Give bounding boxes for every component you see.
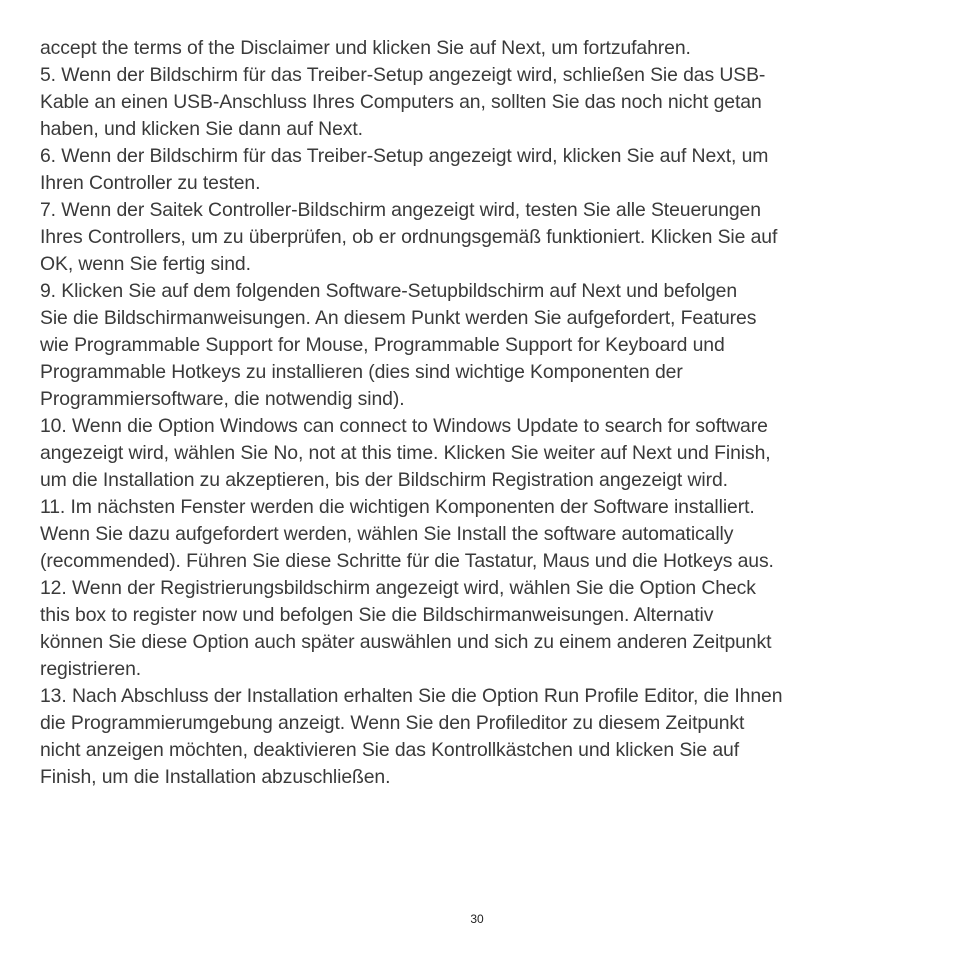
text-line: registrieren. <box>40 658 142 680</box>
text-line: Ihres Controllers, um zu überprüfen, ob er ordnungsgemäß funktioniert. Klicken Sie auf <box>40 226 778 248</box>
text-line: können Sie diese Option auch später auswählen und sich zu einem anderen Zeitpunkt <box>40 631 772 653</box>
text-line: OK, wenn Sie fertig sind. <box>40 253 251 275</box>
text-line: 11. Im nächsten Fenster werden die wichtigen Komponenten der Software installiert. <box>40 496 755 518</box>
text-line: this box to register now und befolgen Sie die Bildschirmanweisungen. Alternativ <box>40 604 714 626</box>
text-line: (recommended). Führen Sie diese Schritte für die Tastatur, Maus und die Hotkeys aus. <box>40 550 774 572</box>
text-line: Ihren Controller zu testen. <box>40 172 261 194</box>
text-line: haben, und klicken Sie dann auf Next. <box>40 118 363 140</box>
text-line: 9. Klicken Sie auf dem folgenden Software-Setupbildschirm auf Next und befolgen <box>40 280 738 302</box>
text-line: Finish, um die Installation abzuschließen. <box>40 766 391 788</box>
text-line: 6. Wenn der Bildschirm für das Treiber-Setup angezeigt wird, klicken Sie auf Next, um <box>40 145 769 167</box>
text-line: Kable an einen USB-Anschluss Ihres Computers an, sollten Sie das noch nicht getan <box>40 91 762 113</box>
text-line: Sie die Bildschirmanweisungen. An diesem Punkt werden Sie aufgefordert, Features <box>40 307 757 329</box>
text-line: Programmiersoftware, die notwendig sind). <box>40 388 405 410</box>
text-line: 7. Wenn der Saitek Controller-Bildschirm angezeigt wird, testen Sie alle Steuerungen <box>40 199 761 221</box>
text-line: 13. Nach Abschluss der Installation erhalten Sie die Option Run Profile Editor, die Ihnen <box>40 685 783 707</box>
text-line: Programmable Hotkeys zu installieren (dies sind wichtige Komponenten der <box>40 361 683 383</box>
text-line: 12. Wenn der Registrierungsbildschirm angezeigt wird, wählen Sie die Option Check <box>40 577 756 599</box>
text-line: um die Installation zu akzeptieren, bis der Bildschirm Registration angezeigt wird. <box>40 469 728 491</box>
text-line: 5. Wenn der Bildschirm für das Treiber-Setup angezeigt wird, schließen Sie das USB- <box>40 64 766 86</box>
text-line: angezeigt wird, wählen Sie No, not at this time. Klicken Sie weiter auf Next und Finish, <box>40 442 771 464</box>
text-line: Wenn Sie dazu aufgefordert werden, wählen Sie Install the software automatically <box>40 523 734 545</box>
page-number: 30 <box>470 912 484 926</box>
text-line: accept the terms of the Disclaimer und klicken Sie auf Next, um fortzufahren. <box>40 37 691 59</box>
text-line: 10. Wenn die Option Windows can connect to Windows Update to search for software <box>40 415 768 437</box>
text-line: die Programmierumgebung anzeigt. Wenn Sie den Profileditor zu diesem Zeitpunkt <box>40 712 745 734</box>
text-line: nicht anzeigen möchten, deaktivieren Sie das Kontrollkästchen und klicken Sie auf <box>40 739 740 761</box>
text-line: wie Programmable Support for Mouse, Programmable Support for Keyboard und <box>40 334 725 356</box>
body-text <box>40 35 920 791</box>
